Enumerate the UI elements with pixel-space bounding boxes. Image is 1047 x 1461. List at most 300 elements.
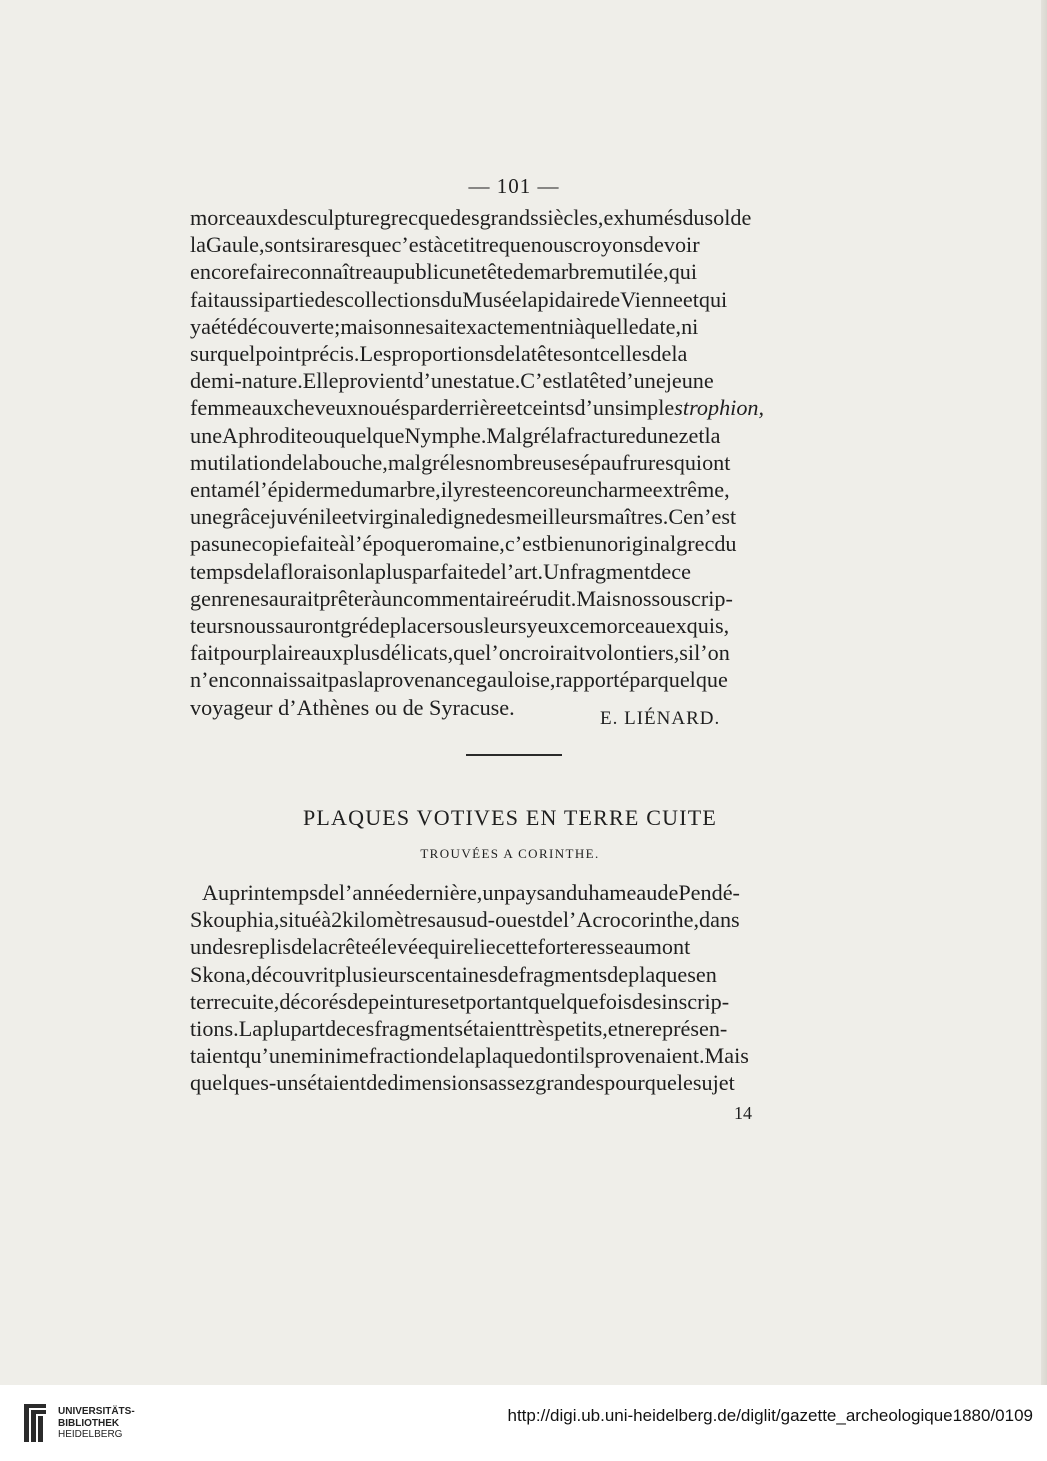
word: parfaite	[411, 558, 480, 584]
library-logo-icon	[22, 1402, 48, 1444]
text-line	[190, 204, 836, 231]
text-line	[190, 961, 836, 988]
section-subtitle: TROUVÉES A CORINTHE.	[420, 846, 600, 861]
word: un	[380, 585, 404, 611]
word: la	[458, 1043, 475, 1069]
text-line	[190, 1069, 836, 1096]
word: sont	[562, 341, 600, 367]
word: étaient	[307, 1070, 367, 1096]
word: ou	[312, 422, 335, 448]
word: morceaux	[190, 205, 278, 230]
word: forteresse	[537, 934, 624, 960]
word: C’est	[520, 368, 568, 394]
text-line	[190, 933, 836, 960]
word: pour	[604, 1070, 645, 1096]
word: de	[497, 961, 519, 987]
word: encore	[190, 259, 250, 285]
word: au	[623, 934, 645, 960]
word: cette	[495, 934, 538, 960]
word: au	[372, 259, 394, 285]
text-line	[190, 340, 836, 367]
word: malgré	[387, 449, 450, 475]
word: épaufrures	[580, 449, 674, 475]
word: gauloise,	[475, 667, 556, 693]
word: à	[574, 313, 585, 339]
word: reste	[464, 477, 507, 503]
word: sud-ouest	[456, 907, 542, 933]
word: croirait	[520, 640, 585, 666]
word: à	[433, 232, 444, 258]
word: l’année	[338, 880, 405, 905]
word: mutilée,	[596, 259, 669, 285]
word: du	[714, 531, 737, 557]
word: mutilation	[190, 449, 282, 475]
word: faire	[249, 259, 290, 285]
word: la	[358, 558, 375, 584]
word: entamé	[190, 477, 255, 503]
text-line	[190, 476, 836, 503]
text-line	[190, 612, 836, 639]
word: exactement	[456, 313, 558, 339]
word: un	[190, 934, 213, 960]
text-line	[190, 367, 836, 394]
word: nous	[530, 232, 573, 258]
word: Pendé-	[678, 880, 740, 905]
word: titre	[462, 232, 499, 258]
word: les	[449, 449, 475, 475]
word: la	[671, 341, 688, 367]
word: peintures	[368, 988, 450, 1014]
text-line	[190, 666, 836, 693]
word: de	[512, 259, 534, 285]
word: de	[347, 988, 369, 1014]
word: Mais	[704, 1043, 749, 1069]
library-name-line: HEIDELBERG	[58, 1429, 123, 1440]
text-line	[190, 449, 836, 476]
word: portant	[465, 988, 529, 1014]
word: fraction	[368, 1043, 438, 1069]
word: rares	[316, 232, 360, 258]
word: crête	[328, 934, 372, 960]
word: mont	[644, 934, 691, 960]
word: n’en	[190, 667, 230, 693]
word: n’est	[693, 504, 737, 530]
word: qui	[698, 286, 728, 312]
word: plaques	[628, 961, 696, 987]
word: exquis,	[665, 613, 730, 639]
word: la	[312, 934, 329, 960]
word: genre	[190, 585, 240, 611]
word: bien	[546, 531, 585, 557]
word: tête	[583, 368, 616, 394]
word: des	[212, 934, 242, 960]
word: aux	[310, 640, 343, 666]
word: charme	[587, 477, 653, 503]
word: date,	[638, 313, 682, 339]
word: un	[482, 880, 505, 905]
word: maîtres.	[597, 504, 669, 530]
word: situé	[279, 907, 322, 933]
word: on	[382, 313, 405, 339]
word: l’on	[485, 640, 521, 666]
word: des	[485, 504, 515, 530]
word: y	[453, 477, 465, 503]
word: sculpture	[298, 205, 380, 230]
word: du	[440, 286, 463, 312]
word: de	[277, 205, 299, 230]
word: ne	[404, 313, 426, 339]
word: Les	[359, 341, 392, 367]
word: de	[368, 613, 390, 639]
word: délicats,	[379, 640, 454, 666]
word: ces	[345, 1016, 375, 1042]
text-line	[190, 313, 836, 340]
word: ni	[681, 313, 699, 339]
text-line	[190, 558, 836, 585]
word: Au	[202, 880, 230, 905]
word: fragment	[570, 558, 651, 584]
word: Malgré	[486, 422, 551, 448]
word: croyons	[572, 232, 643, 258]
word: meilleurs	[514, 504, 598, 530]
word: quelquefois	[528, 988, 632, 1014]
text-line	[190, 906, 836, 933]
library-name-line: BIBLIOTHEK	[58, 1417, 120, 1429]
word: une	[448, 259, 481, 285]
word: inscrip-	[661, 988, 730, 1014]
page-number: — 101 —	[468, 174, 560, 198]
word: Musée	[462, 286, 522, 312]
word: commentaire	[403, 585, 519, 611]
word: sous	[443, 613, 484, 639]
word: des	[631, 988, 662, 1014]
word: mais	[340, 313, 383, 339]
word: tête	[530, 341, 563, 367]
word: assez	[488, 1070, 536, 1096]
word: temps	[190, 558, 243, 584]
word: simple	[615, 395, 675, 421]
word: et	[341, 504, 358, 530]
word: collections	[344, 286, 441, 312]
word: une	[219, 531, 252, 557]
word: Un	[543, 558, 571, 584]
word: été	[210, 313, 237, 339]
word: dont	[533, 1043, 574, 1069]
word: l’époque	[348, 531, 427, 557]
text-line	[190, 503, 836, 530]
text-line	[190, 988, 836, 1015]
word: une	[190, 504, 223, 530]
word: virginale	[357, 504, 437, 530]
word: juvénile	[270, 504, 342, 530]
word: plaque	[474, 1043, 534, 1069]
word: un	[584, 531, 608, 557]
word: ce	[569, 613, 590, 639]
library-name-line: UNIVERSITÄTS-	[58, 1406, 135, 1417]
word: d’une	[412, 368, 463, 394]
text-line	[190, 585, 836, 612]
word: ce	[671, 558, 691, 584]
word: nous	[233, 613, 276, 639]
word: statue.	[462, 368, 521, 394]
text-line	[190, 530, 836, 557]
word: qui	[427, 934, 457, 960]
word: ;	[334, 313, 341, 339]
word: il	[440, 477, 454, 503]
word: provient	[338, 368, 413, 394]
word: a	[201, 313, 211, 339]
word: de	[730, 205, 752, 230]
word: quelques-uns	[190, 1070, 308, 1096]
word: Skona,	[190, 961, 252, 987]
word: La	[238, 1016, 263, 1042]
word: si	[679, 640, 695, 666]
word: morceau	[589, 613, 666, 639]
word: saurait	[260, 585, 320, 611]
word: grâce	[222, 504, 271, 530]
word: de	[317, 880, 339, 905]
word: qu’une	[239, 1043, 301, 1069]
word: l’épiderme	[254, 477, 351, 503]
word: provenaient.	[594, 1043, 705, 1069]
word: grecque	[379, 205, 450, 230]
word: au	[435, 907, 457, 933]
word: rapporté	[555, 667, 630, 693]
word: de	[324, 1016, 346, 1042]
word: sur	[190, 341, 218, 367]
word: tête	[480, 259, 513, 285]
word: kilomètres	[342, 907, 436, 933]
library-name	[58, 1406, 135, 1441]
word: fragments	[374, 1016, 463, 1042]
word: sujet	[692, 1070, 735, 1096]
word: noués	[357, 395, 410, 421]
word: 2	[331, 907, 343, 933]
word: et	[682, 286, 699, 312]
word: aussi	[219, 286, 264, 312]
word: proportions	[391, 341, 494, 367]
word: Ce	[668, 504, 694, 530]
word: la	[514, 341, 531, 367]
word: floraison	[279, 558, 359, 584]
word: de	[650, 558, 672, 584]
word: siècles,	[538, 205, 604, 230]
word: du	[566, 880, 589, 905]
word: sauront	[275, 613, 341, 639]
word: de	[599, 286, 621, 312]
library-footer	[0, 1385, 1047, 1461]
word: centaines	[414, 961, 498, 987]
word: un	[565, 477, 588, 503]
word: nez	[657, 422, 689, 448]
word: point	[255, 341, 301, 367]
word: la	[263, 558, 280, 584]
word: quelle	[584, 313, 639, 339]
word: replis	[241, 934, 292, 960]
text-line	[190, 258, 836, 285]
word: à	[321, 907, 332, 933]
word: et	[506, 395, 523, 421]
word: très	[522, 1016, 555, 1042]
word: que	[644, 1070, 677, 1096]
word: par	[629, 667, 658, 693]
word: jeune	[665, 368, 714, 394]
word: de	[479, 558, 501, 584]
word: quelque	[657, 667, 728, 693]
word: terre	[190, 988, 231, 1014]
word: que	[498, 232, 531, 258]
word: que	[453, 640, 486, 666]
word: l’art.	[500, 558, 544, 584]
word: ni	[557, 313, 575, 339]
word: la	[704, 422, 721, 448]
word: yeux	[526, 613, 570, 639]
word: Gaule,	[206, 232, 265, 258]
word: fracture	[566, 422, 636, 448]
word: la	[302, 449, 319, 475]
word: dimensions	[387, 1070, 489, 1096]
word: pour	[219, 640, 261, 666]
word: ce	[443, 232, 463, 258]
word: copie	[251, 531, 300, 557]
word: marbre,	[372, 477, 441, 503]
word: tions.	[190, 1016, 239, 1042]
word: du	[682, 205, 705, 230]
text-line	[190, 394, 836, 421]
word: la	[357, 667, 374, 693]
word: devoir	[642, 232, 700, 258]
word: Mais	[576, 585, 621, 611]
word: Aphrodite	[222, 422, 313, 448]
word: volontiers,	[584, 640, 680, 666]
word: et	[688, 422, 705, 448]
word: ont	[702, 449, 731, 475]
word: ne	[623, 1016, 645, 1042]
word: fragments	[518, 961, 608, 987]
word: ils	[573, 1043, 595, 1069]
text-line	[190, 231, 836, 258]
text-line	[190, 639, 836, 666]
word: Skouphia,	[190, 907, 280, 933]
word: si	[301, 232, 317, 258]
word: fait	[190, 286, 220, 312]
word: taient	[190, 1043, 240, 1069]
word: en	[695, 961, 717, 987]
word: public	[393, 259, 449, 285]
word: précis.	[300, 341, 360, 367]
paragraph-plaques	[190, 879, 836, 1097]
word: placer	[389, 613, 444, 639]
word: décorés	[279, 988, 348, 1014]
word: de	[281, 449, 303, 475]
word: c’est	[504, 531, 547, 557]
word: partie	[263, 286, 315, 312]
word: aux	[251, 395, 284, 421]
sheet-signature: 14	[734, 1103, 752, 1123]
word: connaissait	[229, 667, 329, 693]
word: leurs	[483, 613, 527, 639]
word: cuite,	[230, 988, 280, 1014]
word: de	[437, 1043, 459, 1069]
word: étaient	[462, 1016, 523, 1042]
word: nombreuses	[474, 449, 581, 475]
word: du	[350, 477, 373, 503]
word: dans	[699, 907, 740, 933]
word: grec	[676, 531, 715, 557]
word: Nymphe.	[404, 422, 487, 448]
word: une	[190, 422, 223, 448]
word: découvrit	[251, 961, 335, 987]
word: marbre	[533, 259, 597, 285]
word: de	[366, 1070, 388, 1096]
word: plusieurs	[334, 961, 415, 987]
word: sont	[264, 232, 302, 258]
word: plaire	[260, 640, 311, 666]
word: teurs	[190, 613, 234, 639]
word: minime	[300, 1043, 369, 1069]
word: demi-nature.	[190, 368, 303, 394]
word: nos	[620, 585, 652, 611]
word: la	[550, 422, 567, 448]
word: grands	[479, 205, 539, 230]
text-line	[190, 879, 836, 906]
word: hameau	[588, 880, 658, 905]
word: encore	[506, 477, 566, 503]
word: pas	[328, 667, 358, 693]
word: derrière	[437, 395, 507, 421]
word: que	[359, 232, 392, 258]
word: souscrip-	[651, 585, 733, 611]
word: plus	[374, 558, 412, 584]
word: y	[190, 313, 202, 339]
text-line	[190, 1015, 836, 1042]
source-url-link[interactable]: http://digi.ub.uni-heidelberg.de/diglit/gazette_archeologique1880/0109	[507, 1406, 1033, 1425]
text-line: voyageur d’Athènes ou de Syracuse.	[190, 694, 515, 720]
word: celles	[599, 341, 651, 367]
word: des	[314, 286, 345, 312]
word: paysan	[504, 880, 567, 905]
text-line	[190, 1042, 836, 1069]
word: sol	[704, 205, 731, 230]
word: cheveux	[283, 395, 358, 421]
word: provenance	[373, 667, 476, 693]
word: sait	[425, 313, 457, 339]
word: romaine,	[426, 531, 505, 557]
word: la	[190, 232, 207, 258]
word: femme	[190, 395, 252, 421]
word: de	[243, 558, 264, 584]
author-signature: E. LIÉNARD.	[600, 708, 721, 729]
word: élevée	[371, 934, 428, 960]
word: le	[676, 1070, 693, 1096]
word: de	[650, 341, 672, 367]
word: connaître	[289, 259, 373, 285]
word: érudit.	[519, 585, 577, 611]
word: Elle	[302, 368, 339, 394]
word: Vienne	[620, 286, 683, 312]
paragraph-lienard	[190, 204, 836, 721]
word: l’Acrocorinthe,	[562, 907, 700, 933]
word: qui	[668, 259, 698, 285]
word: pas	[190, 531, 220, 557]
word: qui	[673, 449, 703, 475]
word: la	[567, 368, 584, 394]
text-line	[190, 422, 836, 449]
word: gré	[340, 613, 369, 639]
word: digne	[436, 504, 486, 530]
word: fait	[190, 640, 220, 666]
word: par	[409, 395, 438, 421]
